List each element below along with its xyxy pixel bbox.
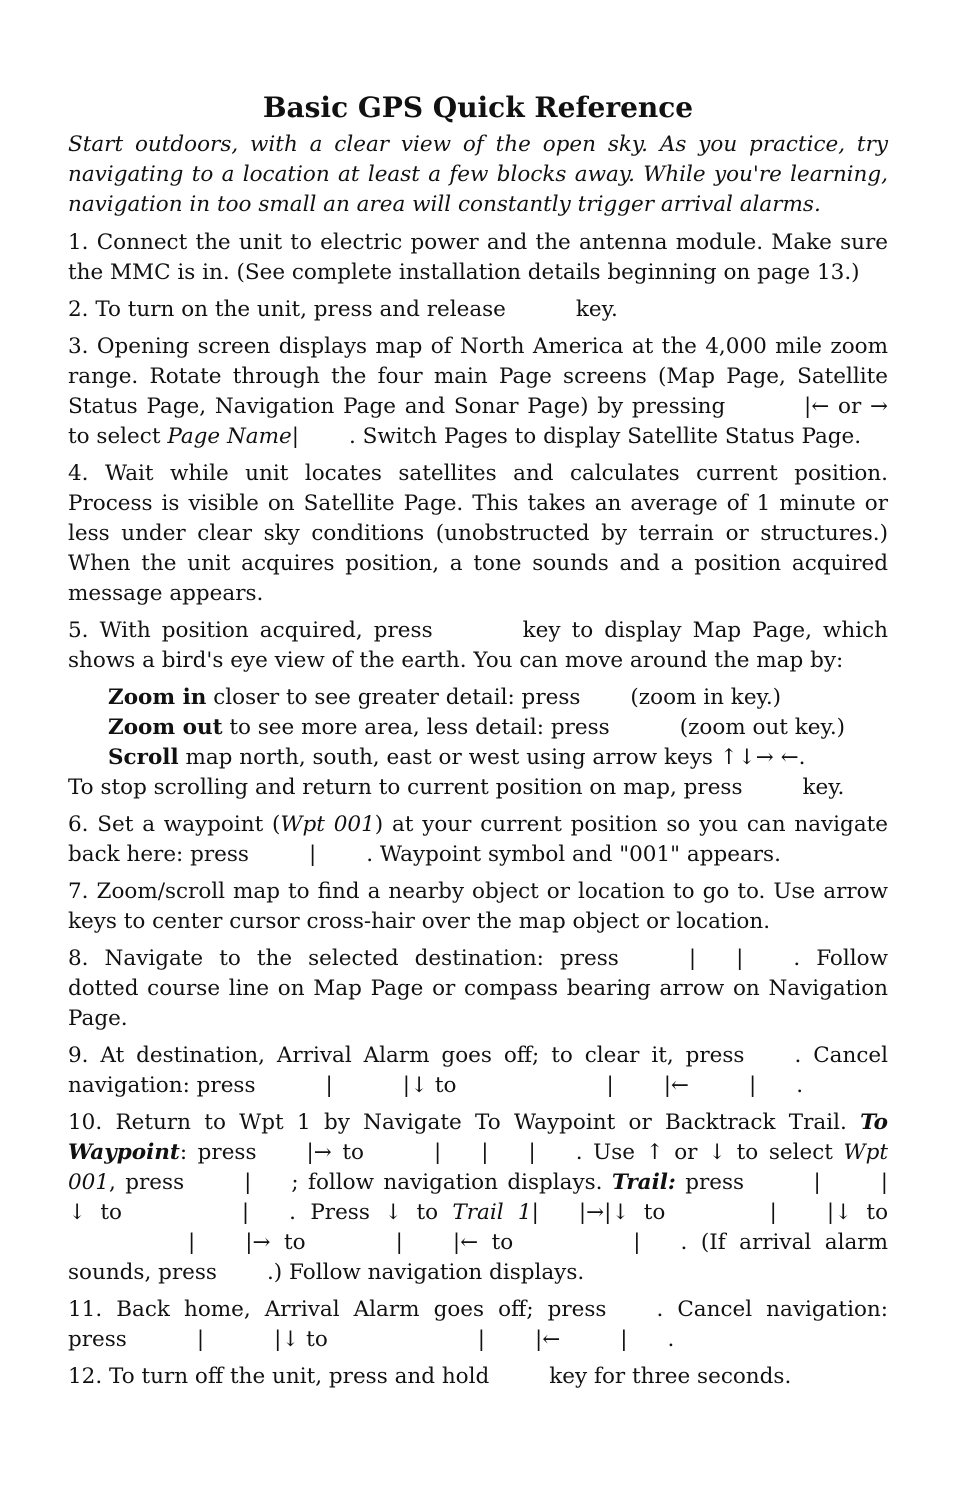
step-10-trail: Trail: <box>611 1170 676 1195</box>
step-12 <box>68 1362 888 1392</box>
step-10-press: : press <box>179 1140 257 1165</box>
step-2-text: 2. To turn on the unit, press and release <box>68 297 506 322</box>
step-10-period: . <box>680 1230 688 1255</box>
step-10-use: . Use ↑ or ↓ to select <box>575 1140 833 1165</box>
step-2 <box>68 295 888 325</box>
step-6-waypoint: Wpt 001 <box>280 812 375 837</box>
step-3-text: 3. Opening screen displays map of North America at the 4,000 mile zoom range. Rotate through the four main Page screens (Map Page, Satellite Status Page, Navigation Page and Sonar Page) by pressing <box>68 334 888 419</box>
step-9 <box>68 1041 888 1101</box>
step-10-wpt: Wpt 001 <box>68 1140 889 1195</box>
step-10-sep-4: | <box>244 1170 252 1195</box>
step-3 <box>68 332 888 452</box>
step-10-press-down: . Press ↓ to <box>289 1200 439 1225</box>
document-page <box>68 88 888 1399</box>
step-10-end: .) Follow navigation displays. <box>266 1260 585 1285</box>
step-12-text: 12. To turn off the unit, press and hold <box>68 1364 490 1389</box>
step-9-text-2: . Cancel navigation: press <box>68 1043 888 1098</box>
step-9-sep-3: | <box>748 1073 757 1098</box>
step-10-sep-5: | <box>813 1170 821 1195</box>
step-10-sep-9: | <box>188 1230 196 1255</box>
step-10-down: |↓ to <box>68 1170 888 1225</box>
step-10-trail-1: Trail 1 <box>452 1200 532 1225</box>
step-11-end: . <box>667 1327 675 1352</box>
stop-scroll-text: To stop scrolling and return to current position on map, press <box>68 775 743 800</box>
step-3-arrow-text: |← or → to select <box>68 394 888 449</box>
step-11-left: |← <box>535 1327 561 1352</box>
step-3-end: . Switch Pages to display Satellite Status Page. <box>348 424 862 449</box>
step-10-press-3: press <box>685 1170 745 1195</box>
step-10-left-2: |← to <box>452 1230 514 1255</box>
step-12-end: key for three seconds. <box>549 1364 792 1389</box>
step-10-sep-2: | <box>481 1140 489 1165</box>
stop-scroll-line <box>68 773 888 803</box>
scroll-text: map north, south, east or west using arrow keys ↑↓→ ←. <box>185 745 806 770</box>
zoom-out-line <box>68 713 888 743</box>
step-6-end: . Waypoint symbol and "001" appears. <box>366 842 781 867</box>
step-6-text-2: ) at your current position so you can navigate back here: press <box>68 812 888 867</box>
step-3-page-name: Page Name <box>167 424 292 449</box>
stop-scroll-key: key. <box>802 775 845 800</box>
page-title: Basic GPS Quick Reference <box>262 91 694 124</box>
step-10-to-waypoint: To Waypoint <box>68 1110 888 1165</box>
step-5 <box>68 616 888 676</box>
step-5-text: 5. With position acquired, press <box>68 618 433 643</box>
scroll-label: Scroll <box>108 745 179 770</box>
step-7: 7. Zoom/scroll map to find a nearby object or location to go to. Use arrow keys to center cursor cross-hair over the map object or location. <box>68 879 888 934</box>
step-11-sep: | <box>196 1327 205 1352</box>
step-10-right-2: |→ to <box>245 1230 306 1255</box>
step-9-sep-2: | <box>606 1073 614 1098</box>
step-10-text: 10. Return to Wpt 1 by Navigate To Waypoint or Backtrack Trail. <box>68 1110 847 1135</box>
step-10-sep-10: | <box>395 1230 403 1255</box>
step-10-right: |→ to <box>306 1140 364 1165</box>
step-11-cancel: . Cancel navigation: press <box>68 1297 888 1352</box>
step-9-down: |↓ to <box>402 1073 457 1098</box>
step-4: 4. Wait while unit locates satellites and calculates current position. Process is visible on Satellite Page. This takes an average of 1 minute or less under clear sky conditions (unobstructed by terrain or structures.) When the unit acquires position, a tone sounds and a position acquired message appears. <box>68 461 888 606</box>
zoom-in-key: (zoom in key.) <box>630 685 782 710</box>
step-10-down-2: |↓ to <box>826 1200 889 1225</box>
step-9-sep: | <box>325 1073 333 1098</box>
zoom-in-line <box>68 683 888 713</box>
step-6-text: 6. Set a waypoint ( <box>68 812 281 837</box>
step-10-alarm: (If arrival alarm sounds, press <box>68 1230 888 1285</box>
step-8-text: 8. Navigate to the selected destination: press <box>68 946 619 971</box>
step-6 <box>68 810 888 870</box>
step-10-sep: | <box>433 1140 442 1165</box>
step-11 <box>68 1295 888 1355</box>
zoom-in-text: closer to see greater detail: press <box>213 685 581 710</box>
step-9-left: |← <box>663 1073 689 1098</box>
scroll-line <box>68 743 888 773</box>
step-3-sep: | <box>291 424 299 449</box>
zoom-in-label: Zoom in <box>108 685 207 710</box>
step-11-sep-2: | <box>477 1327 486 1352</box>
step-10 <box>68 1108 888 1288</box>
step-1: 1. Connect the unit to electric power and the antenna module. Make sure the MMC is in. (See complete installation details beginning on page 13.) <box>68 230 888 285</box>
step-2-key-text: key. <box>575 297 618 322</box>
step-8-sep-2: | <box>736 946 744 971</box>
step-5-end: key to display Map Page, which shows a bird's eye view of the earth. You can move around the map by: <box>68 618 888 673</box>
step-10-sep-3: | <box>528 1140 536 1165</box>
step-10-follow: ; follow navigation displays. <box>291 1170 603 1195</box>
step-8-sep: | <box>688 946 697 971</box>
step-6-sep: | <box>308 842 317 867</box>
zoom-out-text: to see more area, less detail: press <box>229 715 610 740</box>
step-10-sep-7: | <box>531 1200 539 1225</box>
step-8 <box>68 944 888 1034</box>
zoom-out-key: (zoom out key.) <box>679 715 846 740</box>
step-11-sep-3: | <box>620 1327 628 1352</box>
step-10-right-down: |→|↓ to <box>578 1200 666 1225</box>
step-10-sep-6: | <box>241 1200 250 1225</box>
step-8-end: . Follow dotted course line on Map Page or compass bearing arrow on Navigation Page. <box>68 946 888 1031</box>
step-11-text: 11. Back home, Arrival Alarm goes off; press <box>68 1297 607 1322</box>
step-11-down: |↓ to <box>274 1327 328 1352</box>
step-9-text: 9. At destination, Arrival Alarm goes off; to clear it, press <box>68 1043 745 1068</box>
step-10-press-2: , press <box>109 1170 185 1195</box>
step-10-sep-8: | <box>769 1200 777 1225</box>
zoom-out-label: Zoom out <box>108 715 223 740</box>
step-10-sep-11: | <box>633 1230 641 1255</box>
intro-paragraph: Start outdoors, with a clear view of the open sky. As you practice, try navigating to a location at least a few blocks away. While you're learning, navigation in too small an area will constantly trigger arrival alarms. <box>68 132 888 217</box>
step-9-end: . <box>796 1073 804 1098</box>
